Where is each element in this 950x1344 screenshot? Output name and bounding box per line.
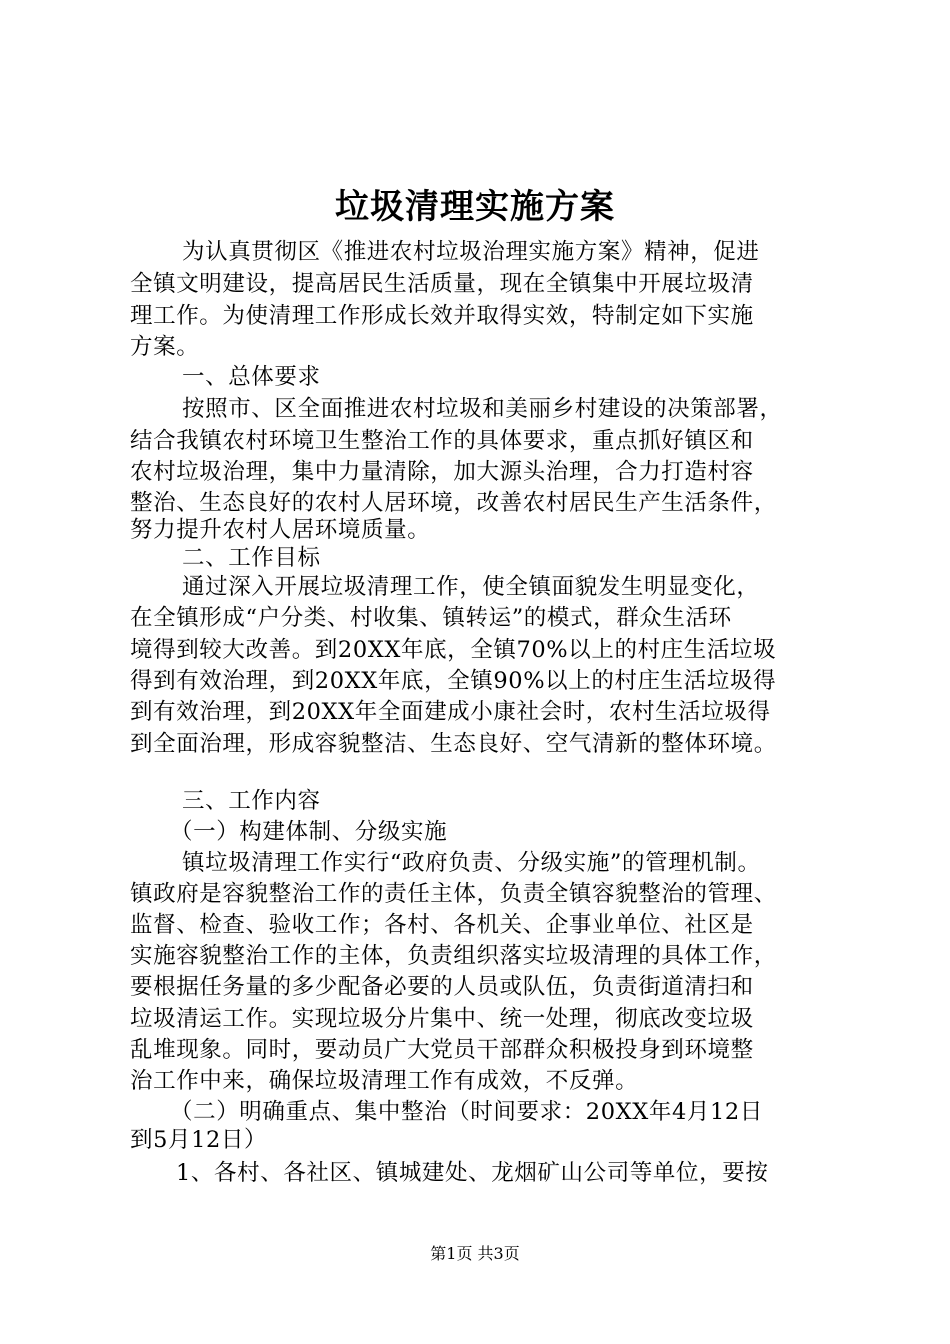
paragraph-line: 到有效治理，到20XX年全面建成小康社会时，农村生活垃圾得 (130, 699, 771, 725)
paragraph-line: 1、各村、各社区、镇城建处、龙烟矿山公司等单位，要按 (176, 1160, 769, 1186)
paragraph-line: 治工作中来，确保垃圾清理工作有成效，不反弹。 (130, 1068, 639, 1094)
page-footer: 第1页 共3页 (430, 1244, 520, 1263)
paragraph-line: 镇垃圾清理工作实行“政府负责、分级实施”的管理机制。 (182, 850, 761, 876)
paragraph-line: 实施容貌整治工作的主体，负责组织落实垃圾清理的具体工作， (130, 943, 777, 969)
subsection-heading: （二）明确重点、集中整治（时间要求：20XX年4月12日 (170, 1099, 763, 1125)
document-title: 垃圾清理实施方案 (335, 187, 615, 227)
paragraph-line: 为认真贯彻区《推进农村垃圾治理实施方案》精神，促进 (182, 239, 760, 265)
paragraph-line: 镇政府是容貌整治工作的责任主体，负责全镇容貌整治的管理、 (130, 881, 777, 907)
section-heading: 一、总体要求 (182, 364, 321, 390)
paragraph-line: 在全镇形成“户分类、村收集、镇转运”的模式，群众生活环 (130, 605, 732, 631)
paragraph-line: 监督、检查、验收工作；各村、各机关、企事业单位、社区是 (130, 912, 754, 938)
paragraph-line: 到5月12日） (130, 1127, 268, 1153)
paragraph-line: 得到有效治理，到20XX年底，全镇90%以上的村庄生活垃圾得 (130, 668, 777, 694)
paragraph-line: 境得到较大改善。到20XX年底，全镇70%以上的村庄生活垃圾 (130, 637, 777, 663)
paragraph-line: 努力提升农村人居环境质量。 (130, 517, 431, 543)
paragraph-line: 农村垃圾治理，集中力量清除，加大源头治理，合力打造村容 (130, 459, 754, 485)
paragraph-line: 全镇文明建设，提高居民生活质量，现在全镇集中开展垃圾清 (130, 271, 754, 297)
paragraph-line: 理工作。为使清理工作形成长效并取得实效，特制定如下实施 (130, 303, 754, 329)
subsection-heading: （一）构建体制、分级实施 (170, 819, 448, 845)
paragraph-line: 垃圾清运工作。实现垃圾分片集中、统一处理，彻底改变垃圾 (130, 1006, 754, 1032)
section-heading: 三、工作内容 (182, 788, 321, 814)
paragraph-line: 到全面治理，形成容貌整洁、生态良好、空气清新的整体环境。 (130, 731, 777, 757)
paragraph-line: 方案。 (130, 334, 200, 360)
paragraph-line: 结合我镇农村环境卫生整治工作的具体要求，重点抓好镇区和 (130, 428, 754, 454)
section-heading: 二、工作目标 (182, 545, 321, 571)
paragraph-line: 乱堆现象。同时，要动员广大党员干部群众积极投身到环境整 (130, 1037, 754, 1063)
paragraph-line: 按照市、区全面推进农村垃圾和美丽乡村建设的决策部署， (182, 396, 783, 422)
paragraph-line: 通过深入开展垃圾清理工作，使全镇面貌发生明显变化， (182, 574, 760, 600)
paragraph-line: 整治、生态良好的农村人居环境，改善农村居民生产生活条件， (130, 490, 777, 516)
paragraph-line: 要根据任务量的多少配备必要的人员或队伍，负责街道清扫和 (130, 974, 754, 1000)
